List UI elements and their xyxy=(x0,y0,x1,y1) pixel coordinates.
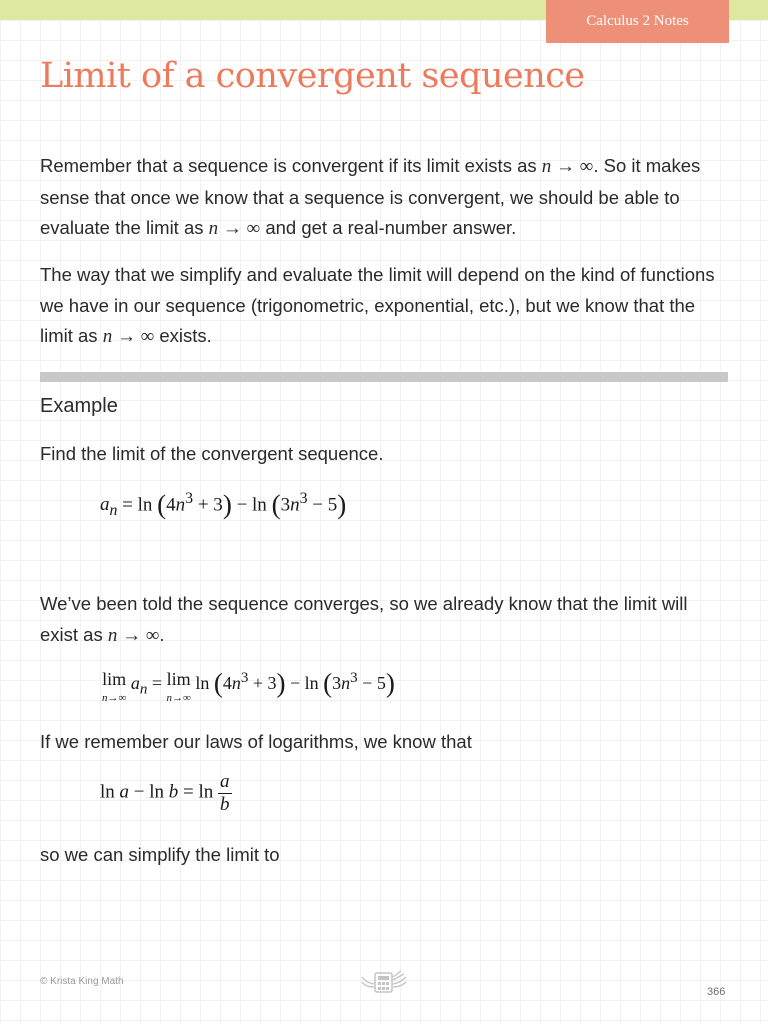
section-divider xyxy=(40,372,728,382)
copyright-text: © Krista King Math xyxy=(40,976,124,987)
log-laws-text: If we remember our laws of logarithms, we know that xyxy=(40,731,472,752)
intro-paragraph-1: Remember that a sequence is convergent if its limit exists as n → ∞. So it makes sense that once we know that a sequence is convergent, we should be able to evaluate the limit as n → ∞ and get a real-number answer. xyxy=(40,155,701,239)
page-number: 366 xyxy=(707,986,726,998)
calculator-logo-icon xyxy=(361,969,407,1000)
limit-equation: lim n→∞ $a_n = \lim$ n→∞ $\ln (4n^3 + 3) - \ln (3n^3 - 5)$ xyxy=(102,668,395,704)
page-title: Limit of a convergent sequence xyxy=(40,56,585,96)
intro-paragraph-2: The way that we simplify and evaluate the limit will depend on the kind of functions we have in our sequence (trigonometric, exponential, etc.), but we know that the limit as n → ∞ exists. xyxy=(40,264,715,347)
example-heading: Example xyxy=(40,395,118,417)
log-law-equation: ln a − ln b = ln $\frac{a}{b}$ xyxy=(100,771,230,815)
course-tag: Calculus 2 Notes xyxy=(546,0,729,43)
solution-paragraph: We’ve been told the sequence converges, so we already know that the limit will exist as n → ∞. xyxy=(40,593,688,646)
sequence-equation: $a_n = \ln (4n^3 + 3) - \ln (3n^3 - 5)$ xyxy=(100,489,347,520)
simplify-text: so we can simplify the limit to xyxy=(40,844,280,865)
example-prompt: Find the limit of the convergent sequence. xyxy=(40,443,384,464)
